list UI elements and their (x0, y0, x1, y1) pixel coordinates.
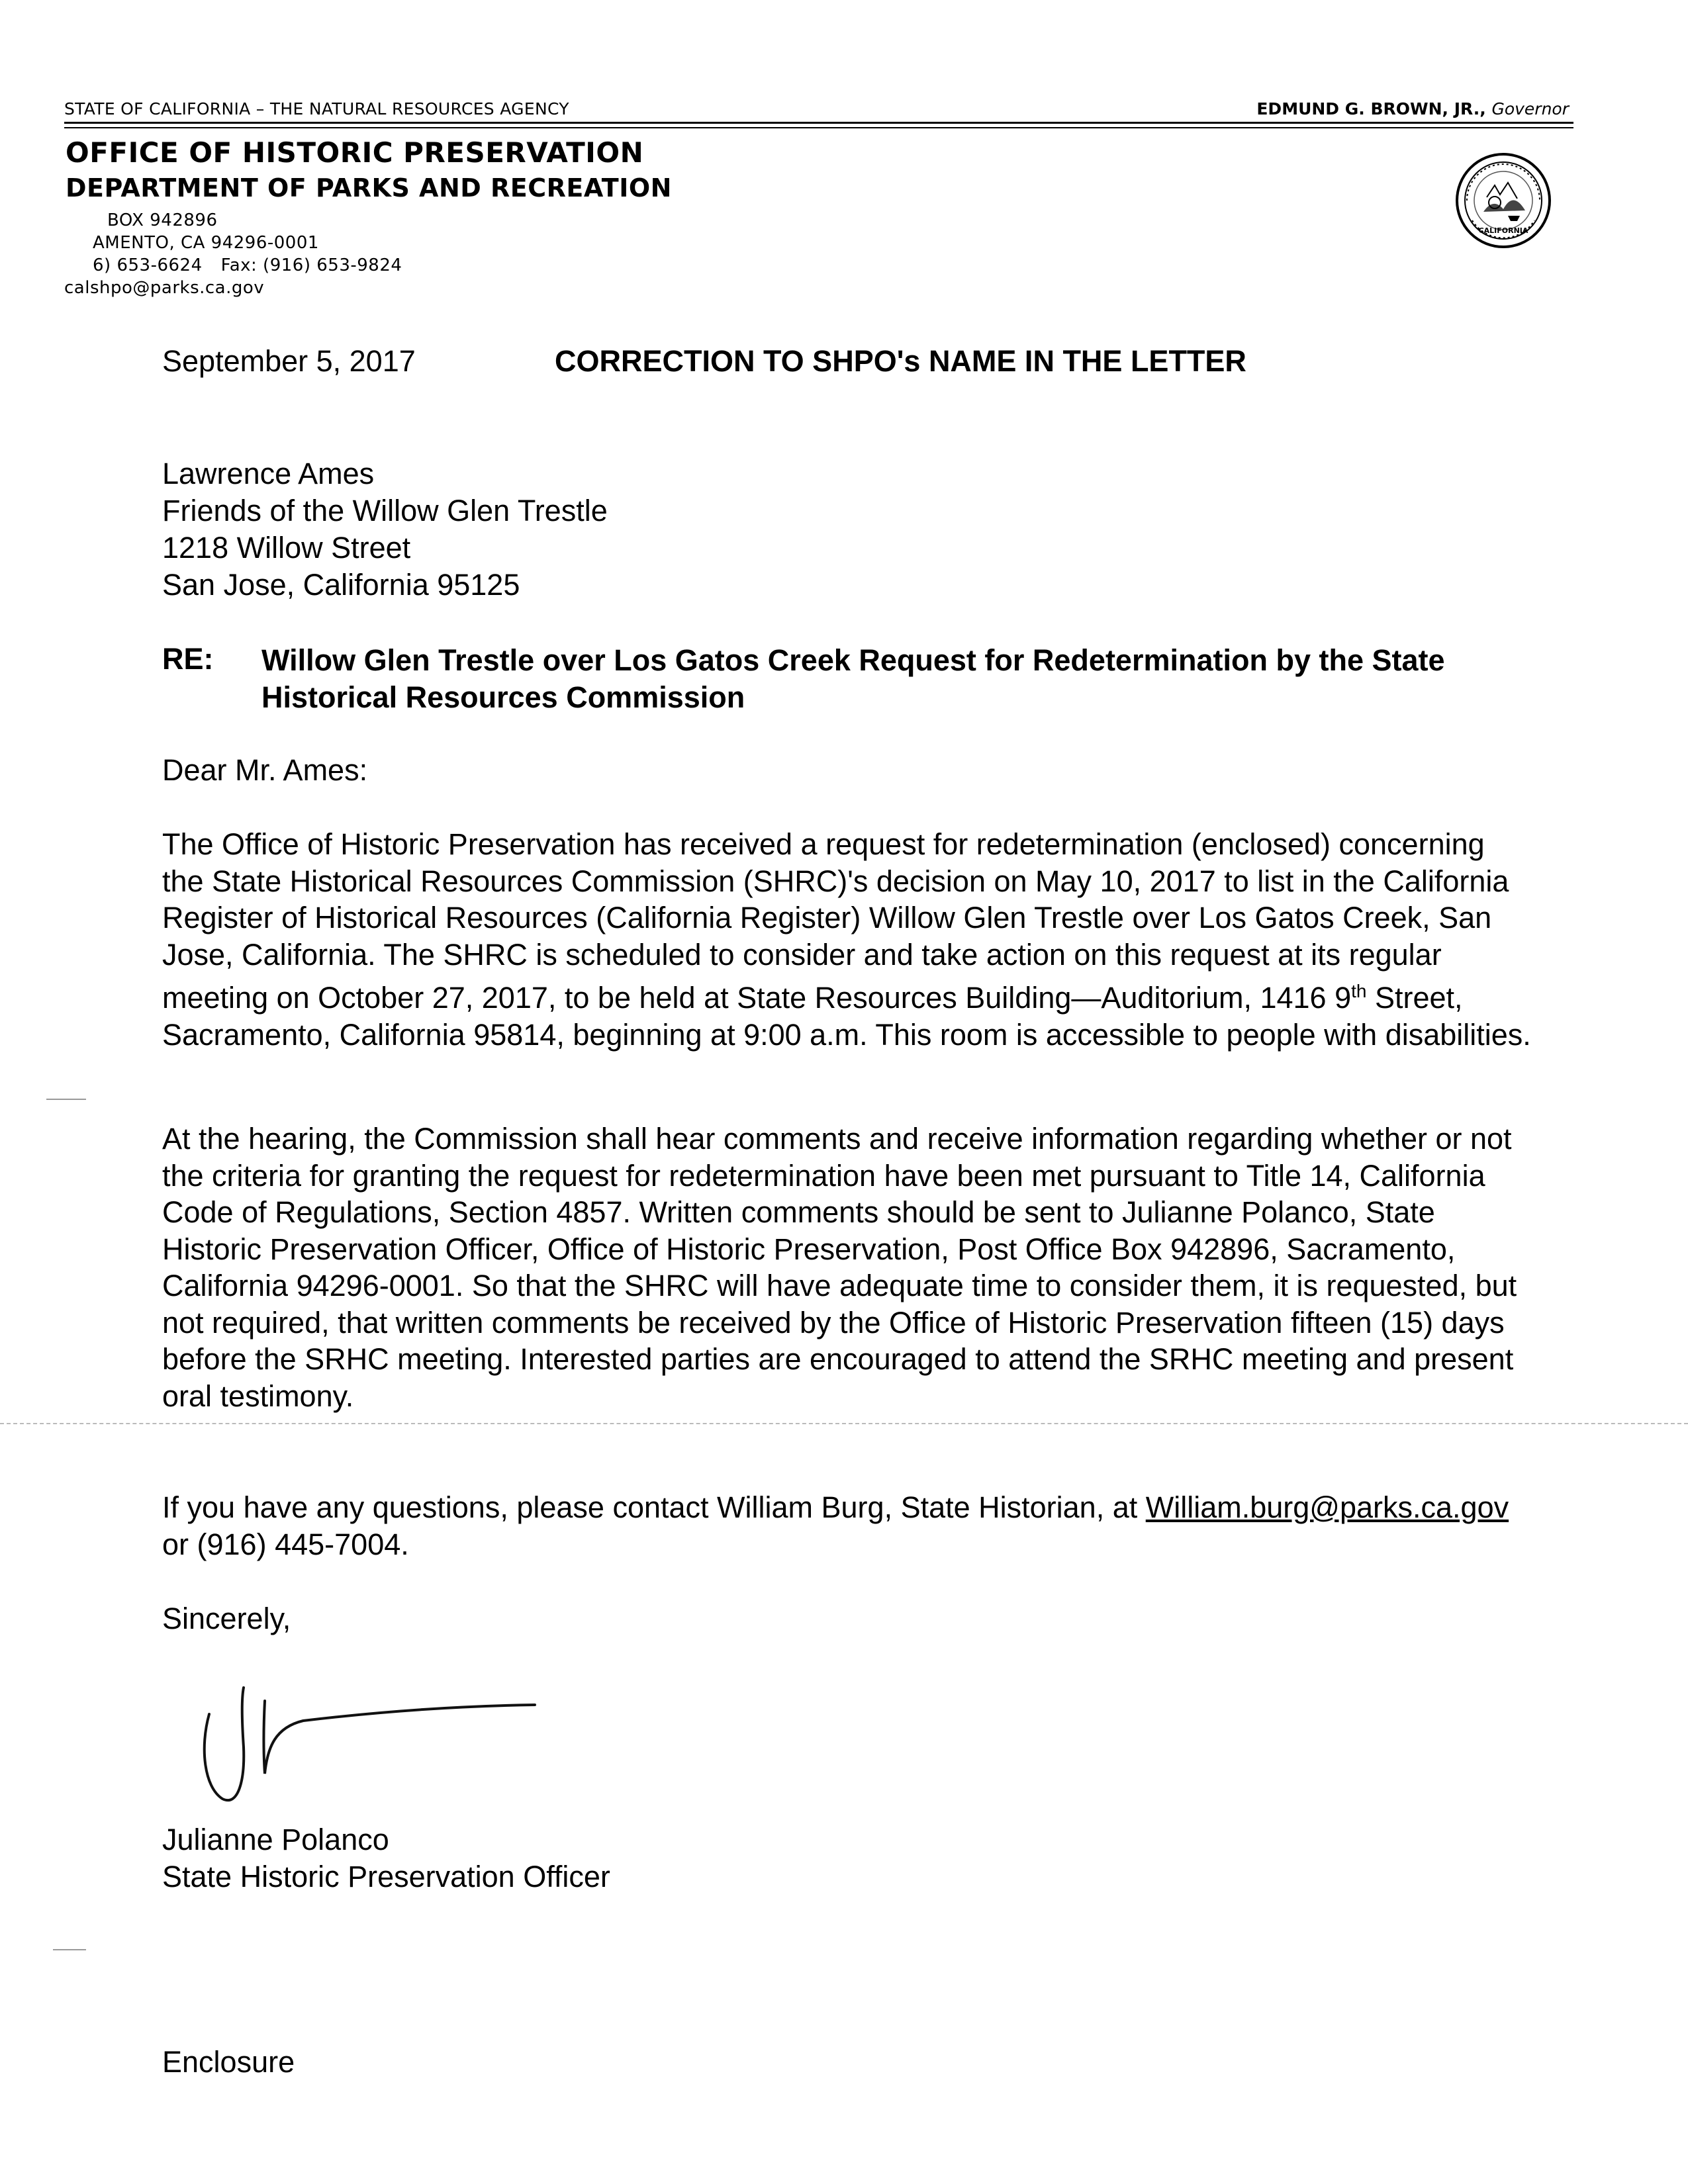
signer-title: State Historic Preservation Officer (162, 1860, 610, 1893)
paragraph-2: At the hearing, the Commission shall hear comments and receive information regarding whether or not the criteria for granting the request for redetermination have been met pursuant to Title 14, California Code of Regulations, Section 4857. Written comments should be sent to Julianne Polanco, State Historic Preservation Officer, Office of Historic Preservation, Post Office Box 942896, Sacramento, California 94296-0001. So that the SHRC will have adequate time to consider them, it is requested, but not required, that written comments be received by the Office of Historic Preservation fifteen (15) days before the SRHC meeting. Interested parties are encouraged to attend the SRHC meeting and present oral testimony. (162, 1122, 1517, 1413)
addressee-organization: Friends of the Willow Glen Trestle (162, 494, 608, 527)
address-po-box: BOX 942896 (107, 210, 218, 230)
paragraph-1 (162, 826, 1532, 1053)
correction-note: CORRECTION TO SHPO's NAME IN THE LETTER (555, 344, 1246, 378)
signature-image (197, 1674, 541, 1820)
scan-artifact-line (0, 1423, 1688, 1424)
governor-name: EDMUND G. BROWN, JR., (1256, 99, 1486, 118)
scan-artifact-mark (46, 1099, 86, 1100)
governor-header (1256, 99, 1569, 118)
header-rule-top (64, 122, 1573, 124)
california-state-seal-icon (1454, 151, 1553, 250)
phone-number: 6) 653-6624 (93, 255, 203, 275)
governor-title: Governor (1491, 99, 1569, 118)
closing: Sincerely, (162, 1602, 291, 1635)
addressee-city: San Jose, California 95125 (162, 568, 520, 602)
fax-number: Fax: (916) 653-9824 (220, 255, 402, 275)
office-email: calshpo@parks.ca.gov (64, 278, 265, 298)
signer-block (162, 1821, 610, 1895)
paragraph-1-text-a: The Office of Historic Preservation has received a request for redetermination (enclosed) concerning the State Historical Resources Commission (SHRC)'s decision on May 10, 2017 to list in the California Register of Historical Resources (California Register) Willow Glen Trestle over Los Gatos Creek, San Jose, California. The SHRC is scheduled to consider and take action on this request at its regular meeting on October 27, 2017, to be held at State Resources Building—Auditorium, 1416 9 (162, 827, 1509, 1015)
paragraph-3-text-b: or (916) 445-7004. (162, 1527, 409, 1561)
address-city: AMENTO, CA 94296-0001 (93, 233, 319, 253)
agency-header: STATE OF CALIFORNIA – THE NATURAL RESOURCES AGENCY (64, 99, 569, 118)
addressee-name: Lawrence Ames (162, 457, 375, 490)
paragraph-3-text-a: If you have any questions, please contact William Burg, State Historian, at (162, 1490, 1146, 1524)
letter-date: September 5, 2017 (162, 344, 416, 378)
salutation: Dear Mr. Ames: (162, 753, 368, 787)
address-phone-fax (93, 255, 402, 275)
historian-email-link[interactable]: William.burg@parks.ca.gov (1145, 1490, 1509, 1524)
paragraph-1-text-b: Street, Sacramento, California 95814, beginning at 9:00 a.m. This room is accessible to people with disabilities. (162, 981, 1531, 1052)
paragraph-1-superscript: th (1351, 981, 1367, 1001)
department-name: DEPARTMENT OF PARKS AND RECREATION (66, 173, 672, 203)
header-rule-bottom (64, 127, 1573, 128)
svg-text:CALIFORNIA: CALIFORNIA (1478, 226, 1528, 235)
addressee-street: 1218 Willow Street (162, 531, 411, 565)
scan-artifact-mark (53, 1949, 86, 1950)
re-subject: Willow Glen Trestle over Los Gatos Creek Request for Redetermination by the State Historical Resources Commission (261, 643, 1445, 714)
office-name: OFFICE OF HISTORIC PRESERVATION (66, 136, 644, 169)
addressee-block (162, 455, 608, 604)
paragraph-3 (162, 1489, 1532, 1563)
enclosure-note: Enclosure (162, 2045, 295, 2079)
signer-name: Julianne Polanco (162, 1823, 389, 1856)
re-label: RE: (162, 642, 214, 676)
